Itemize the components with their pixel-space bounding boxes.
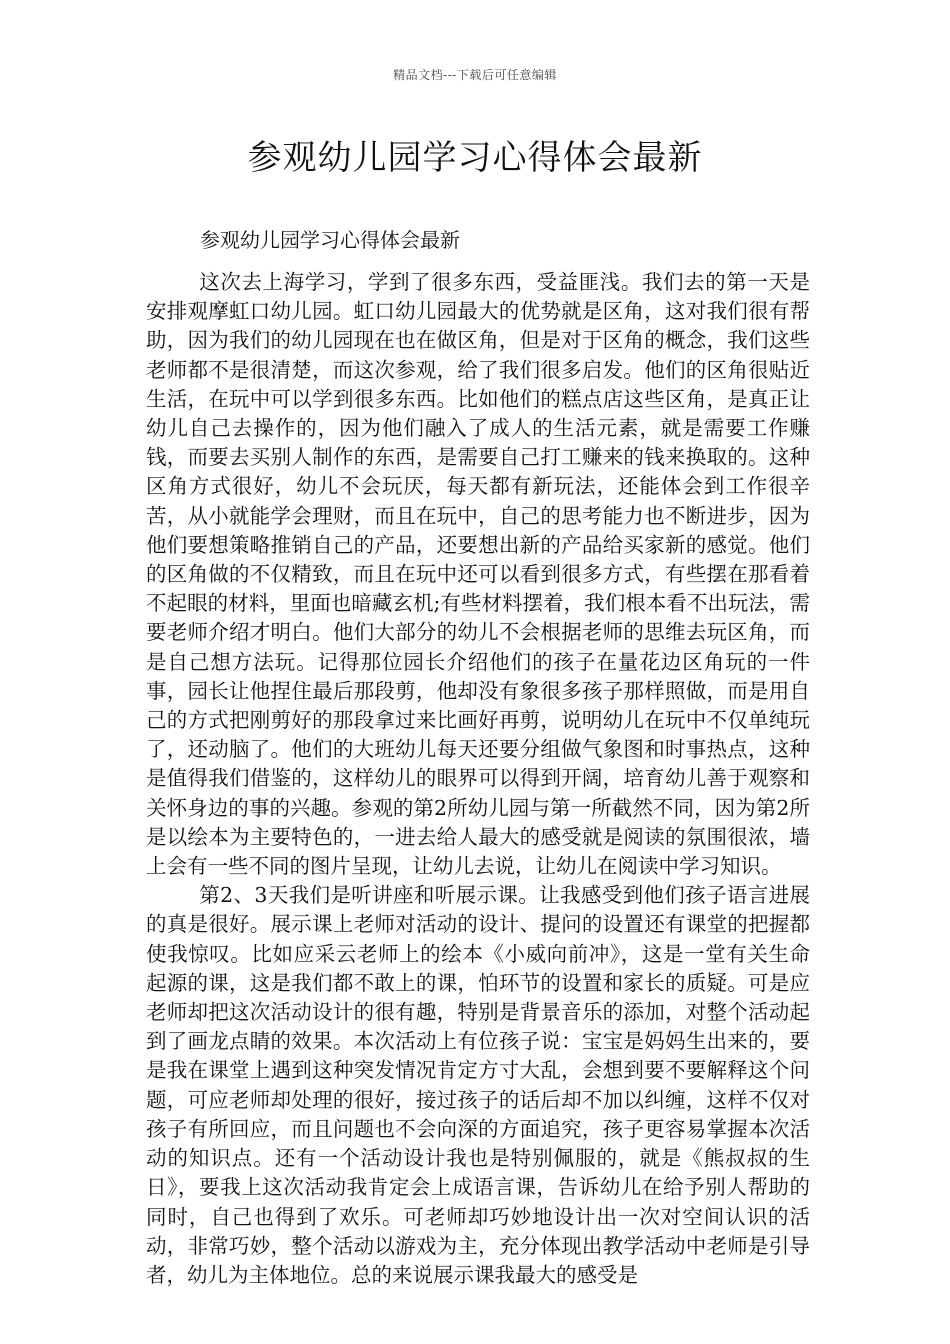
document-subtitle: 参观幼儿园学习心得体会最新 — [200, 228, 460, 252]
paragraph-2: 第2、3天我们是听讲座和听展示课。让我感受到他们孩子语言进展的真是很好。展示课上老师对活动的设计、提问的设置还有课堂的把握都使我惊叹。比如应采云老师上的绘本《小威向前冲》，这是一堂有关生命起源的课，这是我们都不敢上的课，怕环节的设置和家长的质疑。可是应老师却把这次活动设计的很有趣，特别是背景音乐的添加，对整个活动起到了画龙点睛的效果。本次活动上有位孩子说：宝宝是妈妈生出来的，要是我在课堂上遇到这种突发情况肯定方寸大乱，会想到要不要解释这个问题，可应老师却处理的很好，接过孩子的话后却不加以纠缠，这样不仅对孩子有所回应，而且问题也不会向深的方面追究，孩子更容易掌握本次活动的知识点。还有一个活动设计我也是特别佩服的，就是《熊叔叔的生日》，要我上这次活动我肯定会上成语言课，告诉幼儿在给予别人帮助的同时，自己也得到了欢乐。可老师却巧妙地设计出一次对空间认识的活动，非常巧妙，整个活动以游戏为主，充分体现出教学活动中老师是引导者，幼儿为主体地位。总的来说展示课我最大的感受是 — [146, 883, 810, 1287]
paragraph-1: 这次去上海学习，学到了很多东西，受益匪浅。我们去的第一天是安排观摩虹口幼儿园。虹口幼儿园最大的优势就是区角，这对我们很有帮助，因为我们的幼儿园现在也在做区角，但是对于区角的概念，我们这些老师都不是很清楚，而这次参观，给了我们很多启发。他们的区角很贴近生活，在玩中可以学到很多东西。比如他们的糕点店这些区角，是真正让幼儿自己去操作的，因为他们融入了成人的生活元素，就是需要工作赚钱，而要去买别人制作的东西，是需要自己打工赚来的钱来换取的。这种区角方式很好，幼儿不会玩厌，每天都有新玩法，还能体会到工作很辛苦，从小就能学会理财，而且在玩中，自己的思考能力也不断进步，因为他们要想策略推销自己的产品，还要想出新的产品给买家新的感觉。他们的区角做的不仅精致，而且在玩中还可以看到很多方式，有些摆在那看着不起眼的材料，里面也暗藏玄机;有些材料摆着，我们根本看不出玩法，需要老师介绍才明白。他们大部分的幼儿不会根据老师的思维去玩区角，而是自己想方法玩。记得那位园长介绍他们的孩子在量花边区角玩的一件事，园长让他捏住最后那段剪，他却没有象很多孩子那样照做，而是用自己的方式把刚剪好的那段拿过来比画好再剪，说明幼儿在玩中不仅单纯玩了，还动脑了。他们的大班幼儿每天还要分组做气象图和时事热点，这种是值得我们借鉴的，这样幼儿的眼界可以得到开阔，培育幼儿善于观察和关怀身边的事的兴趣。参观的第2所幼儿园与第一所截然不同，因为第2所是以绘本为主要特色的，一进去给人最大的感受就是阅读的氛围很浓，墙上会有一些不同的图片呈现，让幼儿去说，让幼儿在阅读中学习知识。 — [146, 270, 810, 879]
header-note: 精品文档---下载后可任意编辑 — [393, 68, 557, 82]
document-body — [146, 268, 810, 1290]
document-title: 参观幼儿园学习心得体会最新 — [247, 138, 703, 178]
